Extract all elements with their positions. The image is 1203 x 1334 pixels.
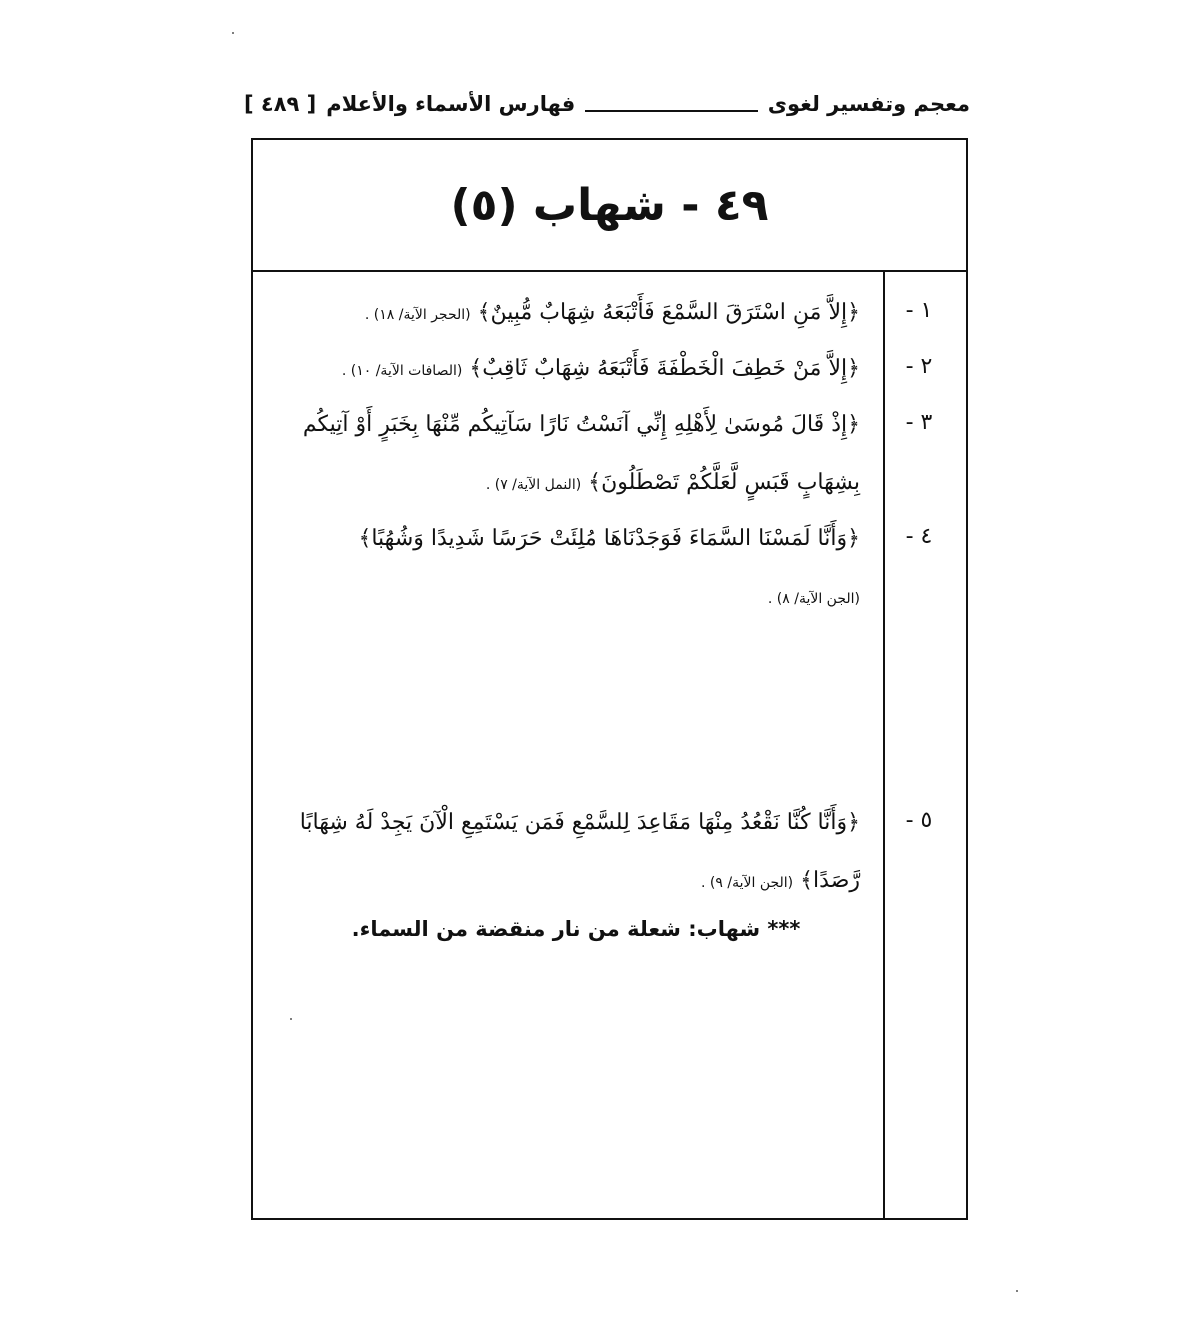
verse-text bbox=[260, 340, 860, 400]
book-title: معجم وتفسير لغوى bbox=[767, 92, 970, 116]
verse-number: ٢ - bbox=[905, 354, 933, 379]
definition-note: *** شهاب: شعلة من نار منقضة من السماء. bbox=[351, 917, 801, 941]
verse-quote: ﴿وَأَنَّا كُنَّا نَقْعُدُ مِنْهَا مَقَاعِدَ لِلسَّمْعِ فَمَن يَسْتَمِعِ الْآنَ يَجِدْ لَهُ شِهَابًا رَّصَدًا﴾ bbox=[299, 810, 860, 893]
header-rule bbox=[585, 110, 757, 112]
title-box bbox=[253, 140, 966, 272]
scan-speck bbox=[290, 1018, 292, 1020]
verse-quote: ﴿إِذْ قَالَ مُوسَىٰ لِأَهْلِهِ إِنِّي آنَسْتُ نَارًا سَآتِيكُم مِّنْهَا بِخَبَرٍ أَوْ آتِيكُم بِشِهَابٍ قَبَسٍ لَّعَلَّكُمْ تَصْطَلُونَ﴾ bbox=[302, 412, 860, 495]
scan-speck bbox=[1016, 1290, 1018, 1292]
verse-reference: (الجن الآية/ ٨) . bbox=[767, 591, 860, 607]
verse-quote: ﴿وَأَنَّا لَمَسْنَا السَّمَاءَ فَوَجَدْنَاهَا مُلِئَتْ حَرَسًا شَدِيدًا وَشُهُبًا﴾ bbox=[358, 526, 860, 551]
verse-text bbox=[260, 396, 860, 514]
verse-text bbox=[260, 284, 860, 344]
verse-number: ١ - bbox=[905, 298, 933, 323]
verse-number: ٤ - bbox=[905, 524, 933, 549]
verse-quote: ﴿إِلاَّ مَنْ خَطِفَ الْخَطْفَةَ فَأَتْبَعَهُ شِهَابٌ ثَاقِبٌ﴾ bbox=[469, 356, 860, 381]
section-title: فهارس الأسماء والأعلام bbox=[326, 92, 576, 116]
verse-reference: (النمل الآية/ ٧) . bbox=[485, 477, 582, 493]
verse-reference: (الجن الآية/ ٩) . bbox=[701, 875, 794, 891]
entry-title: ٤٩ - شهاب (٥) bbox=[450, 179, 769, 231]
verse-text bbox=[260, 794, 860, 912]
verse-reference: (الصافات الآية/ ١٠) . bbox=[341, 363, 463, 379]
page-number: [ ٤٨٩ ] bbox=[244, 92, 317, 116]
verse-reference: (الحجر الآية/ ١٨) . bbox=[364, 307, 471, 323]
scan-speck bbox=[232, 32, 234, 34]
verse-number: ٥ - bbox=[905, 808, 933, 833]
verse-text bbox=[260, 510, 860, 628]
verse-quote: ﴿إِلاَّ مَنِ اسْتَرَقَ السَّمْعَ فَأَتْبَعَهُ شِهَابٌ مُّبِينٌ﴾ bbox=[477, 300, 860, 325]
page-frame bbox=[251, 138, 968, 1220]
running-header bbox=[244, 84, 970, 124]
verse-number: ٣ - bbox=[905, 410, 933, 435]
entries-body bbox=[253, 272, 966, 1218]
